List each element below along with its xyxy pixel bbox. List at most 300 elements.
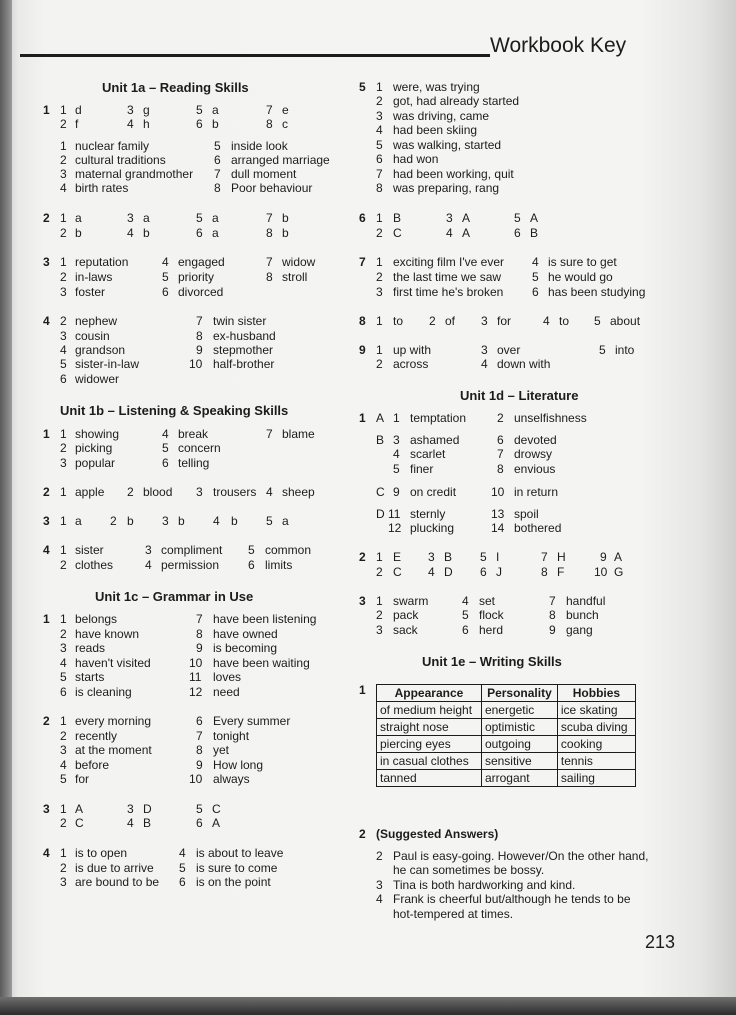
table-header-cell: Appearance <box>377 685 482 702</box>
exercise-number: 4 <box>43 314 50 328</box>
answer-text: 1 <box>376 550 383 564</box>
table-row <box>377 719 636 736</box>
answer-text: 5 <box>196 802 203 816</box>
exercise-number: 3 <box>359 594 366 608</box>
answer-text: is due to arrive <box>75 861 154 875</box>
answer-text: b <box>143 226 150 240</box>
answer-text: 6 <box>162 285 169 299</box>
answer-text: 3 <box>481 314 488 328</box>
answer-text: D <box>444 565 453 579</box>
table-cell: piercing eyes <box>377 736 482 753</box>
answer-text: A <box>376 411 385 425</box>
answer-text: 4 <box>213 514 220 528</box>
answer-text: 1 <box>376 314 383 328</box>
answer-text: plucking <box>410 521 455 535</box>
answer-text: 7 <box>376 167 383 181</box>
answer-text: reads <box>75 641 106 655</box>
answer-text: 2 <box>60 117 67 131</box>
answer-text: engaged <box>178 255 225 269</box>
answer-text: D <box>143 802 152 816</box>
answer-text: spoil <box>514 507 539 521</box>
answer-text: cousin <box>75 329 110 343</box>
answer-text: 1 <box>60 714 67 728</box>
exercise-number: 3 <box>43 514 50 528</box>
answer-text: 4 <box>532 255 539 269</box>
answer-text: 8 <box>196 627 203 641</box>
answer-text: 5 <box>60 357 67 371</box>
answer-text: C <box>393 226 402 240</box>
answer-text: 3 <box>428 550 435 564</box>
table-cell: scuba diving <box>557 719 635 736</box>
answer-text: starts <box>75 670 105 684</box>
answer-text: 5 <box>196 211 203 225</box>
answer-text: compliment <box>161 543 223 557</box>
answer-text: 3 <box>162 514 169 528</box>
table-header-cell: Personality <box>481 685 557 702</box>
answer-text: haven't visited <box>75 656 151 670</box>
answer-text: is to open <box>75 846 128 860</box>
answer-text: 5 <box>266 514 273 528</box>
table-header-row <box>377 685 636 702</box>
answer-text: 7 <box>497 447 504 461</box>
answer-text: B <box>376 433 385 447</box>
exercise-number: 4 <box>43 846 50 860</box>
answer-text: blood <box>143 485 173 499</box>
answer-text: 2 <box>60 627 67 641</box>
answer-text: 4 <box>376 123 383 137</box>
answer-text: unselfishness <box>514 411 587 425</box>
answer-text: before <box>75 758 110 772</box>
answer-text: 6 <box>196 226 203 240</box>
answer-text: 8 <box>266 117 273 131</box>
answer-text: ashamed <box>410 433 460 447</box>
exercise-number: 9 <box>359 343 366 357</box>
table-cell: straight nose <box>377 719 482 736</box>
answer-text: C <box>376 485 385 499</box>
answer-text: 2 <box>60 558 67 572</box>
answer-text: 3 <box>196 485 203 499</box>
answer-text: 4 <box>127 226 134 240</box>
answer-text: 4 <box>543 314 550 328</box>
answer-text: 2 <box>60 816 67 830</box>
answer-text: A <box>614 550 623 564</box>
answer-text: 5 <box>393 462 400 476</box>
answer-text: widower <box>75 372 120 386</box>
exercise-number: 3 <box>43 255 50 269</box>
answer-text: 12 <box>189 685 203 699</box>
answer-text: 4 <box>446 226 453 240</box>
answer-text: 2 <box>60 153 67 167</box>
answer-text: 3 <box>60 285 67 299</box>
answer-text: 6 <box>514 226 521 240</box>
answer-text: H <box>557 550 566 564</box>
table-cell: of medium height <box>377 702 482 719</box>
answer-text: 6 <box>480 565 487 579</box>
answer-text: 6 <box>179 875 186 889</box>
answer-text: he would go <box>548 270 613 284</box>
answer-text: 2 <box>376 357 383 371</box>
answer-text: every morning <box>75 714 152 728</box>
answer-text: 7 <box>196 612 203 626</box>
exercise-number: 2 <box>359 550 366 564</box>
answer-text: 1 <box>376 255 383 269</box>
answer-text: 4 <box>393 447 400 461</box>
answer-text: swarm <box>393 594 429 608</box>
table-row <box>377 736 636 753</box>
answer-text: 3 <box>127 103 134 117</box>
answer-text: 6 <box>462 623 469 637</box>
answer-text: dull moment <box>231 167 297 181</box>
answer-text: permission <box>161 558 220 572</box>
answer-text: nuclear family <box>75 139 150 153</box>
answer-text: 7 <box>214 167 221 181</box>
answer-text: reputation <box>75 255 129 269</box>
answer-text: divorced <box>178 285 224 299</box>
scan-bottom-edge <box>0 997 736 1015</box>
answer-text: showing <box>75 427 120 441</box>
answer-text: of <box>445 314 456 328</box>
answer-text: 8 <box>541 565 548 579</box>
answer-text: 2 <box>376 270 383 284</box>
answer-text: 4 <box>376 892 383 906</box>
answer-text: to <box>393 314 404 328</box>
answer-text: D <box>376 507 385 521</box>
answer-text: bothered <box>514 521 562 535</box>
answer-text: had been skiing <box>393 123 478 137</box>
answer-text: apple <box>75 485 105 499</box>
answer-text: twin sister <box>213 314 267 328</box>
answer-text: b <box>178 514 185 528</box>
answer-text: C <box>393 565 402 579</box>
answer-text: 4 <box>60 656 67 670</box>
answer-text: was walking, started <box>393 138 502 152</box>
answer-text: for <box>75 772 90 786</box>
answer-text: F <box>557 565 565 579</box>
answer-text: birth rates <box>75 181 129 195</box>
answer-text: 1 <box>376 594 383 608</box>
answer-text: envious <box>514 462 556 476</box>
answer-text: 1 <box>60 543 67 557</box>
answer-text: always <box>213 772 250 786</box>
answer-text: 4 <box>179 846 186 860</box>
answer-text: 10 <box>189 772 203 786</box>
answer-text: is cleaning <box>75 685 132 699</box>
answer-text: 2 <box>497 411 504 425</box>
answer-text: 10 <box>594 565 608 579</box>
answer-text: c <box>282 117 288 131</box>
answer-text: Paul is easy-going. However/On the other hand, <box>393 849 649 863</box>
answer-text: pack <box>393 608 419 622</box>
answer-text: 14 <box>491 521 505 535</box>
answer-text: 6 <box>60 372 67 386</box>
answer-text: herd <box>479 623 504 637</box>
answer-text: 9 <box>196 343 203 357</box>
exercise-number: 4 <box>43 543 50 557</box>
answer-text: A <box>212 816 221 830</box>
answer-text: 1 <box>376 343 383 357</box>
answer-text: need <box>213 685 240 699</box>
answer-text: 5 <box>179 861 186 875</box>
page-number: 213 <box>645 932 676 952</box>
answer-text: 6 <box>196 117 203 131</box>
answer-text: down with <box>497 357 551 371</box>
answer-text: B <box>143 816 152 830</box>
answer-text: 1 <box>60 612 67 626</box>
answer-text: has been studying <box>548 285 646 299</box>
exercise-number: 8 <box>359 314 366 328</box>
answer-text: was preparing, rang <box>393 181 500 195</box>
answer-text: up with <box>393 343 432 357</box>
answer-text: 4 <box>266 485 273 499</box>
answer-text: 5 <box>60 670 67 684</box>
answer-text: got, had already started <box>393 94 520 108</box>
answer-text: a <box>212 226 219 240</box>
exercise-number: 7 <box>359 255 366 269</box>
table-cell: sensitive <box>481 753 557 770</box>
answer-text: common <box>265 543 312 557</box>
answer-text: foster <box>75 285 106 299</box>
answer-text: sack <box>393 623 418 637</box>
answer-text: bunch <box>566 608 599 622</box>
answer-text: 3 <box>60 456 67 470</box>
exercise-number: 5 <box>359 80 366 94</box>
answer-text: 5 <box>594 314 601 328</box>
answer-text: Tina is both hardworking and kind. <box>393 878 576 892</box>
exercise-number: 1 <box>359 683 366 697</box>
answer-text: a <box>75 514 82 528</box>
writing-skills-table <box>376 684 636 787</box>
answer-text: 4 <box>162 255 169 269</box>
answer-text: 6 <box>376 152 383 166</box>
answer-text: have been waiting <box>213 656 310 670</box>
table-row <box>377 702 636 719</box>
answer-text: was driving, came <box>393 109 490 123</box>
answer-text: 3 <box>376 285 383 299</box>
answer-text: 7 <box>196 314 203 328</box>
answer-text: set <box>479 594 496 608</box>
answer-text: tonight <box>213 729 250 743</box>
answer-text: trousers <box>213 485 257 499</box>
answer-text: 12 <box>388 521 402 535</box>
answer-text: 8 <box>196 329 203 343</box>
answer-text: 3 <box>446 211 453 225</box>
answer-text: at the moment <box>75 743 152 757</box>
answer-text: 2 <box>110 514 117 528</box>
answer-text: 9 <box>196 641 203 655</box>
answer-text: clothes <box>75 558 114 572</box>
answer-text: 3 <box>376 623 383 637</box>
answer-text: yet <box>213 743 230 757</box>
answer-text: 3 <box>481 343 488 357</box>
answer-text: 6 <box>60 685 67 699</box>
answer-text: a <box>212 211 219 225</box>
answer-text: 4 <box>60 758 67 772</box>
answer-text: nephew <box>75 314 118 328</box>
answer-text: 1 <box>376 80 383 94</box>
answer-text: 9 <box>600 550 607 564</box>
answer-text: 5 <box>462 608 469 622</box>
answer-text: 5 <box>480 550 487 564</box>
answer-text: 5 <box>514 211 521 225</box>
answer-text: in return <box>514 485 559 499</box>
answer-text: is sure to get <box>548 255 617 269</box>
answer-text: break <box>178 427 209 441</box>
table-cell: outgoing <box>481 736 557 753</box>
exercise-number: 2 <box>43 211 50 225</box>
exercise-number: 2 <box>43 485 50 499</box>
answer-text: b <box>127 514 134 528</box>
answer-text: 1 <box>60 514 67 528</box>
answer-text: recently <box>75 729 118 743</box>
table-header-cell: Hobbies <box>557 685 635 702</box>
answer-text: How long <box>213 758 264 772</box>
answer-text: belongs <box>75 612 118 626</box>
answer-text: into <box>615 343 635 357</box>
answer-text: 7 <box>266 211 273 225</box>
exercise-number: 1 <box>359 411 366 425</box>
table-cell: tanned <box>377 770 482 787</box>
answer-text: 3 <box>376 878 383 892</box>
answer-text: 6 <box>196 714 203 728</box>
answer-text: is becoming <box>213 641 278 655</box>
answer-text: is on the point <box>196 875 271 889</box>
answer-text: the last time we saw <box>393 270 502 284</box>
exercise-number: 2 <box>359 827 366 841</box>
exercise-number: 1 <box>43 427 50 441</box>
header-rule <box>20 54 490 57</box>
table-cell: sailing <box>557 770 635 787</box>
answer-text: J <box>496 565 502 579</box>
answer-text: he can sometimes be bossy. <box>393 863 545 877</box>
answer-text: ex-husband <box>213 329 276 343</box>
answer-text: 6 <box>162 456 169 470</box>
answer-text: g <box>143 103 150 117</box>
answer-text: 5 <box>162 270 169 284</box>
answer-text: 10 <box>189 656 203 670</box>
answer-text: 4 <box>60 343 67 357</box>
answer-text: b <box>212 117 219 131</box>
answer-text: 4 <box>428 565 435 579</box>
answer-text: 3 <box>60 743 67 757</box>
table-cell: in casual clothes <box>377 753 482 770</box>
answer-text: I <box>496 550 500 564</box>
answer-text: 1 <box>60 139 67 153</box>
answer-text: 8 <box>549 608 556 622</box>
answer-text: limits <box>265 558 293 572</box>
answer-text: b <box>231 514 238 528</box>
exercise-number: (Suggested Answers) <box>376 827 499 841</box>
answer-text: 11 <box>388 507 401 521</box>
answer-text: blame <box>282 427 315 441</box>
answer-text: 9 <box>549 623 556 637</box>
answer-text: 6 <box>214 153 221 167</box>
answer-text: 3 <box>60 167 67 181</box>
answer-text: 2 <box>429 314 436 328</box>
answer-text: inside look <box>231 139 288 153</box>
answer-text: a <box>75 211 82 225</box>
heading-unit-1e: Unit 1e – Writing Skills <box>422 654 562 669</box>
answer-text: 3 <box>60 641 67 655</box>
answer-text: 3 <box>127 211 134 225</box>
page-header-title: Workbook Key <box>490 34 627 57</box>
answer-text: B <box>444 550 453 564</box>
answer-text: B <box>393 211 402 225</box>
answer-text: maternal grandmother <box>75 167 194 181</box>
answer-text: to <box>559 314 570 328</box>
answer-text: scarlet <box>410 447 446 461</box>
answer-text: 2 <box>376 565 383 579</box>
answer-text: 2 <box>127 485 134 499</box>
answer-text: 2 <box>376 226 383 240</box>
answer-text: grandson <box>75 343 126 357</box>
answer-text: for <box>497 314 512 328</box>
exercise-number: 3 <box>43 802 50 816</box>
answer-text: hot-tempered at times. <box>393 907 514 921</box>
answer-text: 1 <box>60 255 67 269</box>
answer-text: had been working, quit <box>393 167 514 181</box>
answer-text: 2 <box>376 608 383 622</box>
heading-unit-1a: Unit 1a – Reading Skills <box>102 80 249 95</box>
answer-text: about <box>610 314 641 328</box>
answer-text: 4 <box>481 357 488 371</box>
exercise-number: 1 <box>43 612 50 626</box>
answer-text: 2 <box>60 441 67 455</box>
answer-text: is sure to come <box>196 861 278 875</box>
answer-text: is about to leave <box>196 846 284 860</box>
answer-text: arranged marriage <box>231 153 330 167</box>
answer-text: 5 <box>248 543 255 557</box>
answer-text: widow <box>282 255 316 269</box>
answer-text: E <box>393 550 402 564</box>
answer-text: 7 <box>549 594 556 608</box>
answer-text: a <box>143 211 150 225</box>
answer-text: 4 <box>462 594 469 608</box>
answer-text: picking <box>75 441 113 455</box>
answer-text: have known <box>75 627 140 641</box>
answer-text: 8 <box>376 181 383 195</box>
answer-text: first time he's broken <box>393 285 504 299</box>
answer-text: a <box>282 514 289 528</box>
answer-text: sheep <box>282 485 315 499</box>
answer-text: A <box>530 211 539 225</box>
answer-text: telling <box>178 456 210 470</box>
answer-text: 4 <box>162 427 169 441</box>
answer-text: 5 <box>196 103 203 117</box>
answer-text: B <box>530 226 539 240</box>
answer-text: 5 <box>162 441 169 455</box>
answer-text: 2 <box>376 849 383 863</box>
answer-text: 8 <box>214 181 221 195</box>
answer-text: in-laws <box>75 270 113 284</box>
answer-text: b <box>282 211 289 225</box>
answer-text: 13 <box>491 507 505 521</box>
answer-text: over <box>497 343 521 357</box>
answer-text: 6 <box>532 285 539 299</box>
exercise-number: 2 <box>43 714 50 728</box>
answer-text: 3 <box>60 329 67 343</box>
answer-text: priority <box>178 270 215 284</box>
answer-text: handful <box>566 594 606 608</box>
answer-text: A <box>462 226 471 240</box>
answer-text: 8 <box>497 462 504 476</box>
answer-text: stepmother <box>213 343 274 357</box>
answer-text: 7 <box>266 427 273 441</box>
answer-text: finer <box>410 462 434 476</box>
heading-unit-1c: Unit 1c – Grammar in Use <box>95 589 254 604</box>
table-cell: arrogant <box>481 770 557 787</box>
answer-text: C <box>75 816 84 830</box>
book-binding <box>0 0 12 1015</box>
